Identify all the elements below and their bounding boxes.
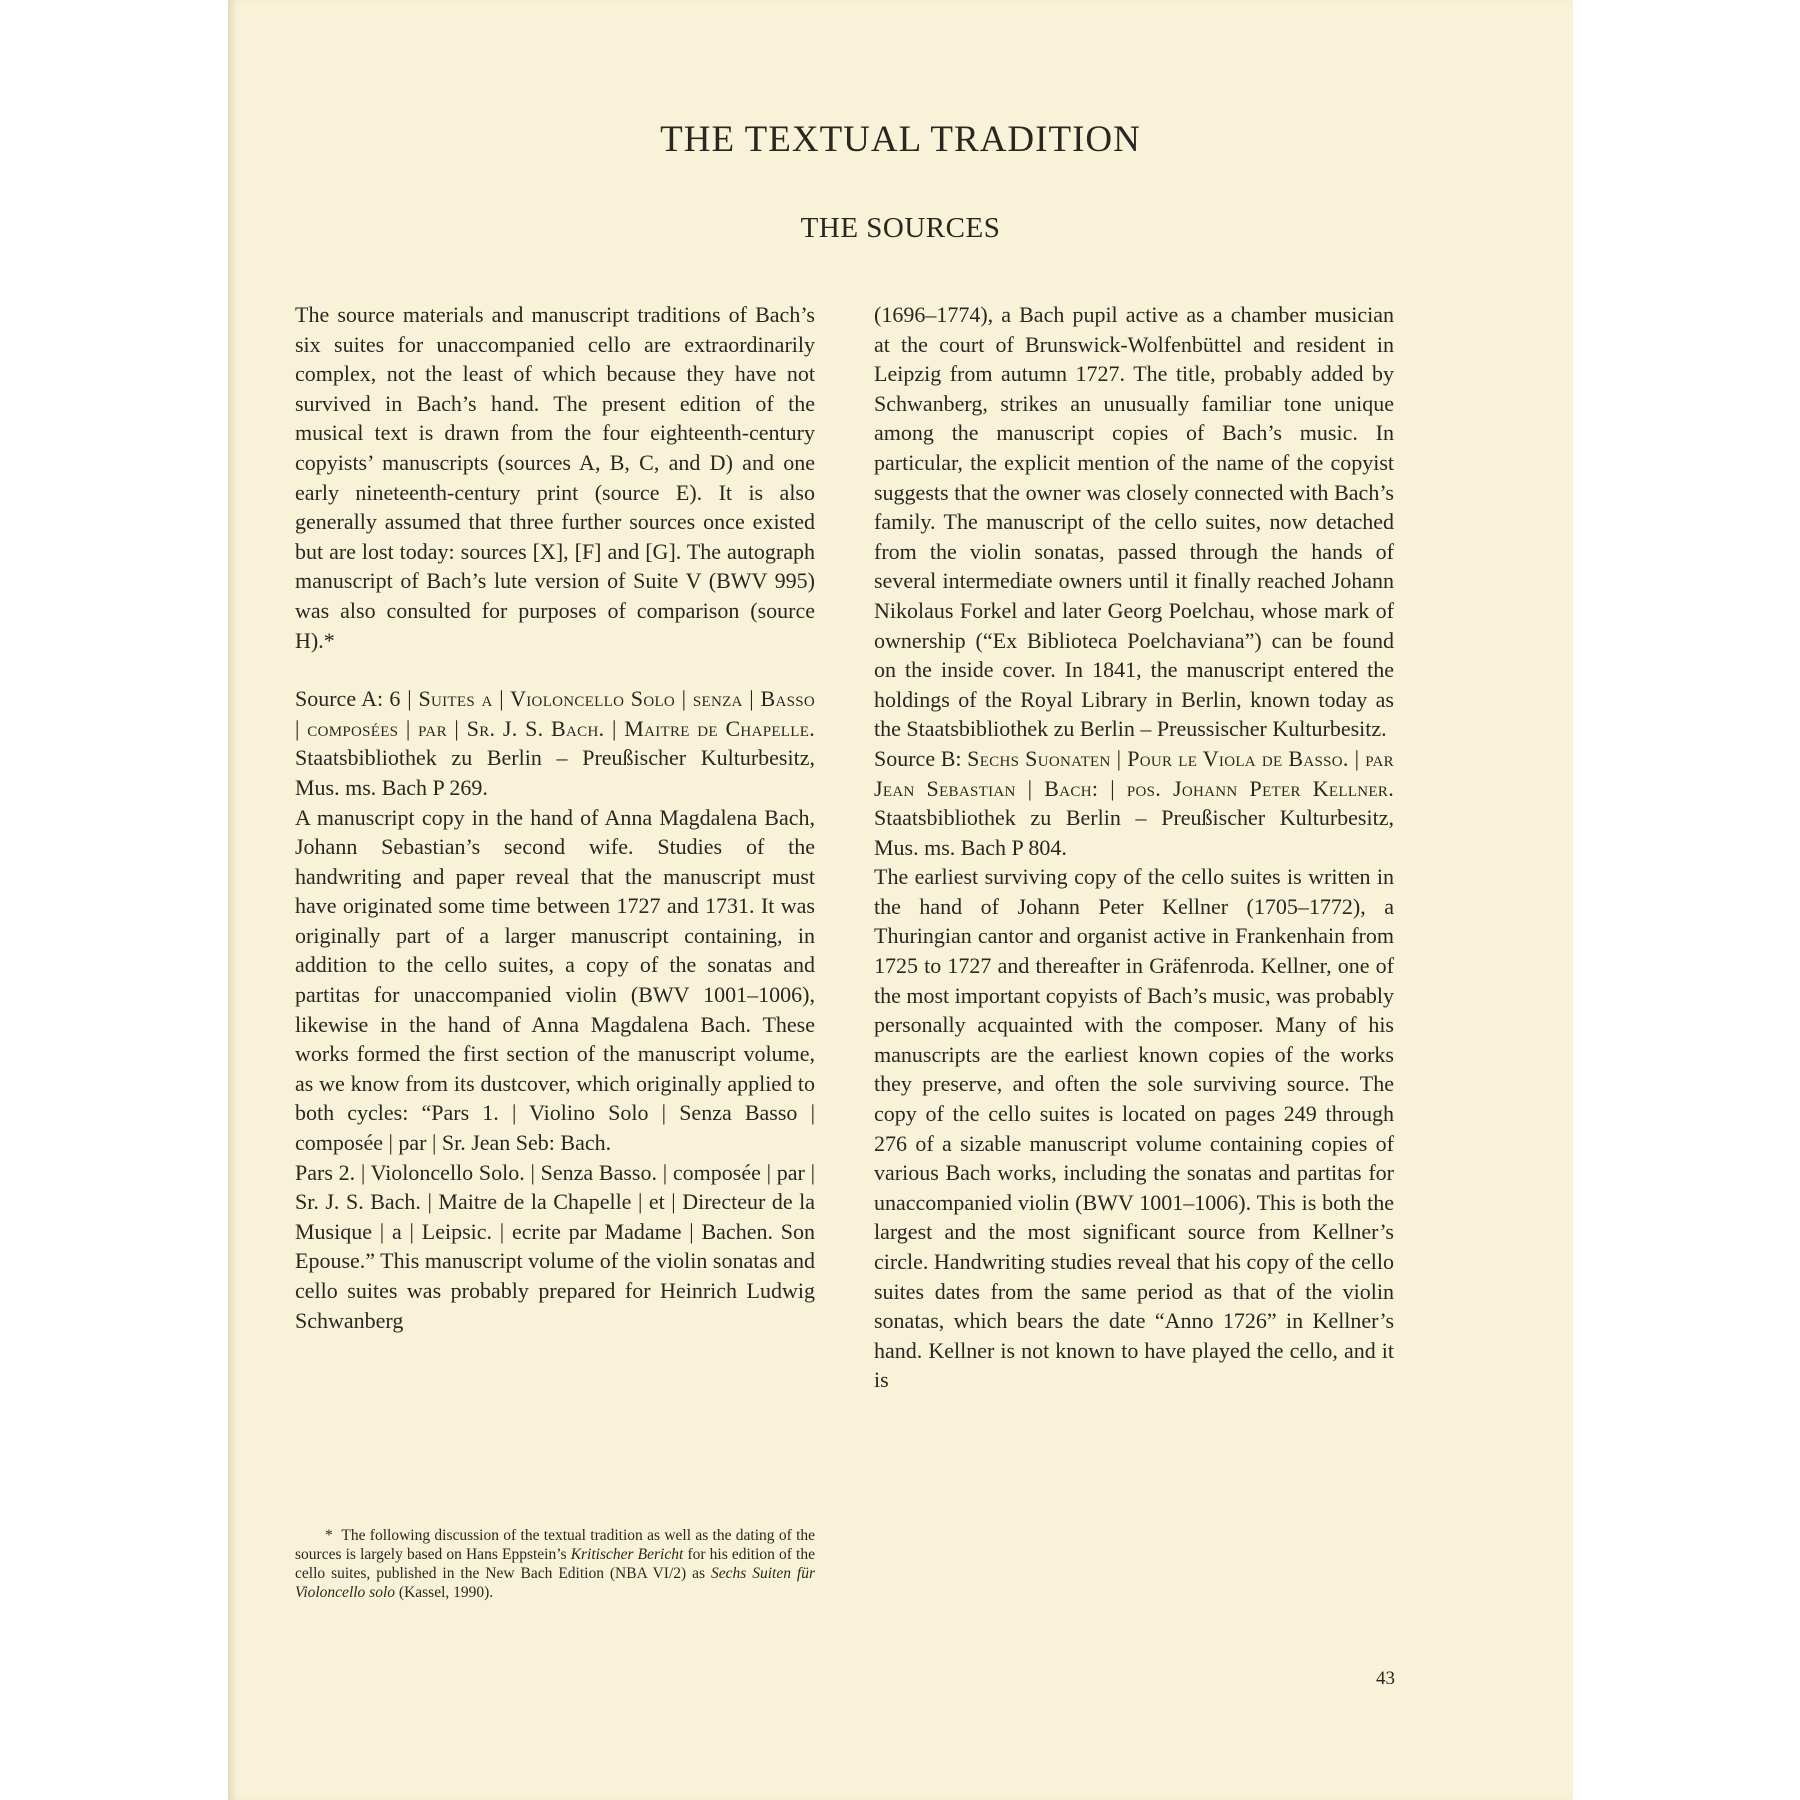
source-b-title: Sechs Suonaten | Pour le Viola de Basso. | par Jean Sebastian | Bach: | pos. Johann Peter Kellner. <box>874 745 1394 801</box>
footnote-text-3: (Kassel, 1990). <box>398 1584 494 1601</box>
footnote-italic-1: Kritischer Bericht <box>570 1546 684 1563</box>
source-a-location: Staatsbibliothek zu Berlin – Preußischer Kulturbesitz, Mus. ms. Bach P 269. <box>295 745 815 800</box>
source-a-entry <box>295 684 815 802</box>
source-a-label: Source A: <box>295 686 384 712</box>
footnote-text <box>295 1526 815 1602</box>
footnote-marker: * <box>325 1527 333 1544</box>
source-a-body-2: Pars 2. | Violoncello Solo. | Senza Basso. | composée | par | Sr. J. S. Bach. | Maitre de la Chapelle | et | Directeur de la Musique | a | Leipsic. | ecrite par Madame | Bachen. Son Epouse.” This manuscript volume of the violin sonatas and cello suites was probably prepared for Heinrich Ludwig Schwanberg <box>295 1159 815 1333</box>
source-b-location: Staatsbibliothek zu Berlin – Preußischer Kulturbesitz, Mus. ms. Bach P 804. <box>874 805 1394 860</box>
source-b-body: The earliest surviving copy of the cello suites is written in the hand of Johann Peter Kellner (1705–1772), a Thuringian cantor and organist active in Frankenhain from 1725 to 1727 and thereafter in Gräfenroda. Kellner, one of the most important copyists of Bach’s music, was probably personally acquainted with the composer. Many of his manuscripts are the earliest known copies of the works they preserve, and often the sole surviving source. The copy of the cello suites is located on pages 249 through 276 of a sizable manuscript volume containing copies of various Bach works, including the sonatas and partitas for unaccompanied violin (BWV 1001–1006). This is both the largest and the most significant source from Kellner’s circle. Handwriting studies reveal that his copy of the cello suites dates from the same period as that of the violin sonatas, which bears the date “Anno 1726” in Kellner’s hand. Kellner is not known to have played the cello, and it is <box>874 864 1394 1393</box>
footnote-text-1: The following discussion of the textual tradition as well as the dating of the sources is largely based on Hans Eppstein’s <box>295 1527 816 1563</box>
page-title: THE TEXTUAL TRADITION <box>660 119 1141 160</box>
source-b-entry <box>874 744 1394 862</box>
intro-paragraph: The source materials and manuscript traditions of Bach’s six suites for unaccompanied cello are extraordinarily complex, not the least of which because they have not survived in Bach’s hand. The present edition of the musical text is drawn from the four eighteenth-century copyists’ manuscripts (sources A, B, C, and D) and one early nineteenth-century print (source E). It is also generally assumed that three further sources once existed but are lost today: sources [X], [F] and [G]. The autograph manuscript of Bach’s lute version of Suite V (BWV 995) was also consulted for purposes of comparison (source H).* <box>295 302 815 653</box>
left-column <box>295 300 815 1335</box>
source-a-title: 6 | Suites a | Violoncello Solo | senza | Basso | composées | par | Sr. J. S. Bach. | Maitre de Chapelle. <box>295 686 815 741</box>
source-a-body-1: A manuscript copy in the hand of Anna Magdalena Bach, Johann Sebastian’s second wife. Studies of the handwriting and paper reveal that the manuscript must have originated some time between 1727 and 1731. It was originally part of a larger manuscript containing, in addition to the cello suites, a copy of the sonatas and partitas for unaccompanied violin (BWV 1001–1006), likewise in the hand of Anna Magdalena Bach. These works formed the first section of the manuscript volume, as we know from its dustcover, which originally applied to both cycles: “Pars 1. | Violino Solo | Senza Basso | composée | par | Sr. Jean Seb: Bach. <box>295 804 815 1156</box>
source-a-continuation: (1696–1774), a Bach pupil active as a chamber musician at the court of Brunswick-Wolfenbüttel and resident in Leipzig from autumn 1727. The title, probably added by Schwanberg, strikes an unusually familiar tone unique among the manuscript copies of Bach’s music. In particular, the explicit mention of the name of the copyist suggests that the owner was closely connected with Bach’s family. The manuscript of the cello suites, now detached from the violin sonatas, passed through the hands of several intermediate owners until it finally reached Johann Nikolaus Forkel and later Georg Poelchau, whose mark of ownership (“Ex Biblioteca Poelchaviana”) can be found on the inside cover. In 1841, the manuscript entered the holdings of the Royal Library in Berlin, known today as the Staatsbibliothek zu Berlin – Preussischer Kulturbesitz. <box>874 302 1394 742</box>
source-b-label: Source B: <box>874 745 962 771</box>
footnote-text-2: for his edition of the cello suites, published in the New Bach Edition (NBA VI/2) as <box>295 1546 815 1582</box>
right-column <box>874 300 1394 1395</box>
footnote <box>295 1526 815 1602</box>
page-number: 43 <box>1376 1668 1395 1689</box>
section-subtitle: THE SOURCES <box>800 212 1001 244</box>
book-page <box>228 0 1573 1800</box>
footnote-italic-2: Sechs Suiten für Violoncello solo <box>295 1565 816 1601</box>
